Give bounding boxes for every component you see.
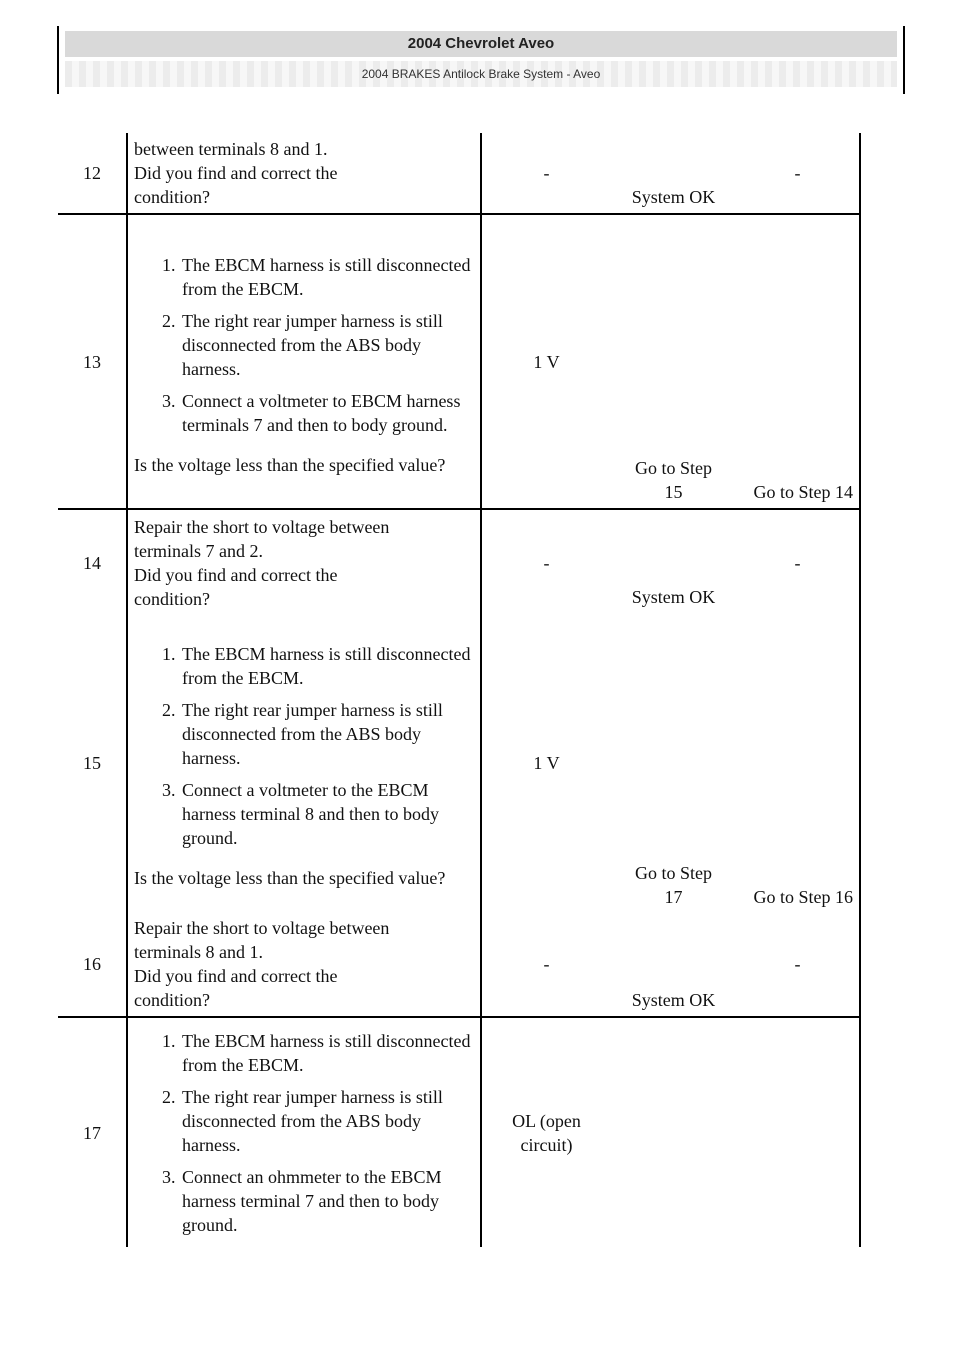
no-cell	[736, 214, 860, 509]
action-line: condition?	[134, 187, 210, 207]
yes-result: System OK	[631, 187, 716, 207]
yes-cell	[611, 911, 736, 1017]
step-number: 13	[58, 214, 127, 509]
yes-cell	[611, 133, 736, 214]
yes-cell	[611, 214, 736, 509]
substep: 2. The right rear jumper harness is still disconnected from the ABS body harness.	[180, 698, 480, 770]
goto-step-link[interactable]: Go to Step	[634, 863, 712, 883]
action-line: Repair the short to voltage between	[134, 917, 390, 938]
action-line: between terminals 8 and 1.	[134, 139, 328, 159]
goto-step-number[interactable]: 15	[664, 482, 683, 502]
substep: 2. The right rear jumper harness is still disconnected from the ABS body harness.	[180, 309, 480, 381]
value-cell: 1 V	[481, 214, 611, 509]
action-line: condition?	[134, 588, 210, 609]
yes-cell	[611, 509, 736, 615]
page-header	[57, 26, 905, 94]
table-row	[58, 911, 860, 1017]
goto-step-link[interactable]: Go to Step 16	[753, 887, 853, 907]
value-cell	[481, 1017, 611, 1247]
action-line: Did you find and correct the	[134, 163, 338, 183]
yes-result: System OK	[631, 990, 716, 1010]
no-cell	[736, 1017, 860, 1247]
value-line: circuit)	[520, 1134, 573, 1155]
substep: 3. Connect a voltmeter to EBCM harness terminals 7 and then to body ground.	[180, 389, 480, 437]
step-number: 12	[58, 133, 127, 214]
goto-step-link[interactable]: Go to Step	[634, 458, 712, 478]
goto-step-link[interactable]: Go to Step 14	[753, 482, 853, 502]
goto-step-number[interactable]: 17	[664, 887, 683, 907]
document-subtitle: 2004 BRAKES Antilock Brake System - Aveo	[65, 61, 897, 87]
yes-cell	[611, 1017, 736, 1247]
table-row	[58, 509, 860, 615]
table-row	[58, 133, 860, 214]
action-cell	[127, 615, 481, 911]
action-cell	[127, 1017, 481, 1247]
no-cell: -	[736, 509, 860, 615]
action-line: Repair the short to voltage between	[134, 516, 390, 537]
action-line: Did you find and correct the	[134, 564, 338, 585]
table-row	[58, 1017, 860, 1247]
step-number: 15	[58, 615, 127, 911]
substep: 1. The EBCM harness is still disconnected from the EBCM.	[180, 1029, 480, 1077]
action-cell	[127, 133, 481, 214]
value-cell: -	[481, 911, 611, 1017]
action-line: Did you find and correct the	[134, 965, 338, 986]
action-line: terminals 8 and 1.	[134, 941, 263, 962]
substep: 2. The right rear jumper harness is still disconnected from the ABS body harness.	[180, 1085, 480, 1157]
question-text: Is the voltage less than the specified value?	[134, 454, 446, 475]
action-cell	[127, 911, 481, 1017]
yes-cell	[611, 615, 736, 911]
step-number: 17	[58, 1017, 127, 1247]
no-cell: -	[736, 911, 860, 1017]
no-cell	[736, 615, 860, 911]
action-line: terminals 7 and 2.	[134, 540, 263, 561]
value-cell: -	[481, 133, 611, 214]
table-row	[58, 615, 860, 911]
action-cell	[127, 214, 481, 509]
no-cell: -	[736, 133, 860, 214]
question-text: Is the voltage less than the specified value?	[134, 868, 446, 888]
yes-result: System OK	[631, 587, 716, 607]
step-number: 16	[58, 911, 127, 1017]
substep: 3. Connect an ohmmeter to the EBCM harness terminal 7 and then to body ground.	[180, 1165, 480, 1237]
substep: 1. The EBCM harness is still disconnected from the EBCM.	[180, 642, 480, 690]
substep: 3. Connect a voltmeter to the EBCM harness terminal 8 and then to body ground.	[180, 778, 480, 850]
action-line: condition?	[134, 989, 210, 1010]
step-number: 14	[58, 509, 127, 615]
value-cell: -	[543, 552, 550, 573]
table-row	[58, 214, 860, 509]
value-line: OL (open	[512, 1110, 581, 1131]
document-title: 2004 Chevrolet Aveo	[65, 31, 897, 57]
substep: 1. The EBCM harness is still disconnected from the EBCM.	[180, 253, 480, 301]
diagnostic-table	[58, 133, 861, 1247]
action-cell	[127, 509, 481, 615]
value-cell: 1 V	[533, 753, 560, 773]
